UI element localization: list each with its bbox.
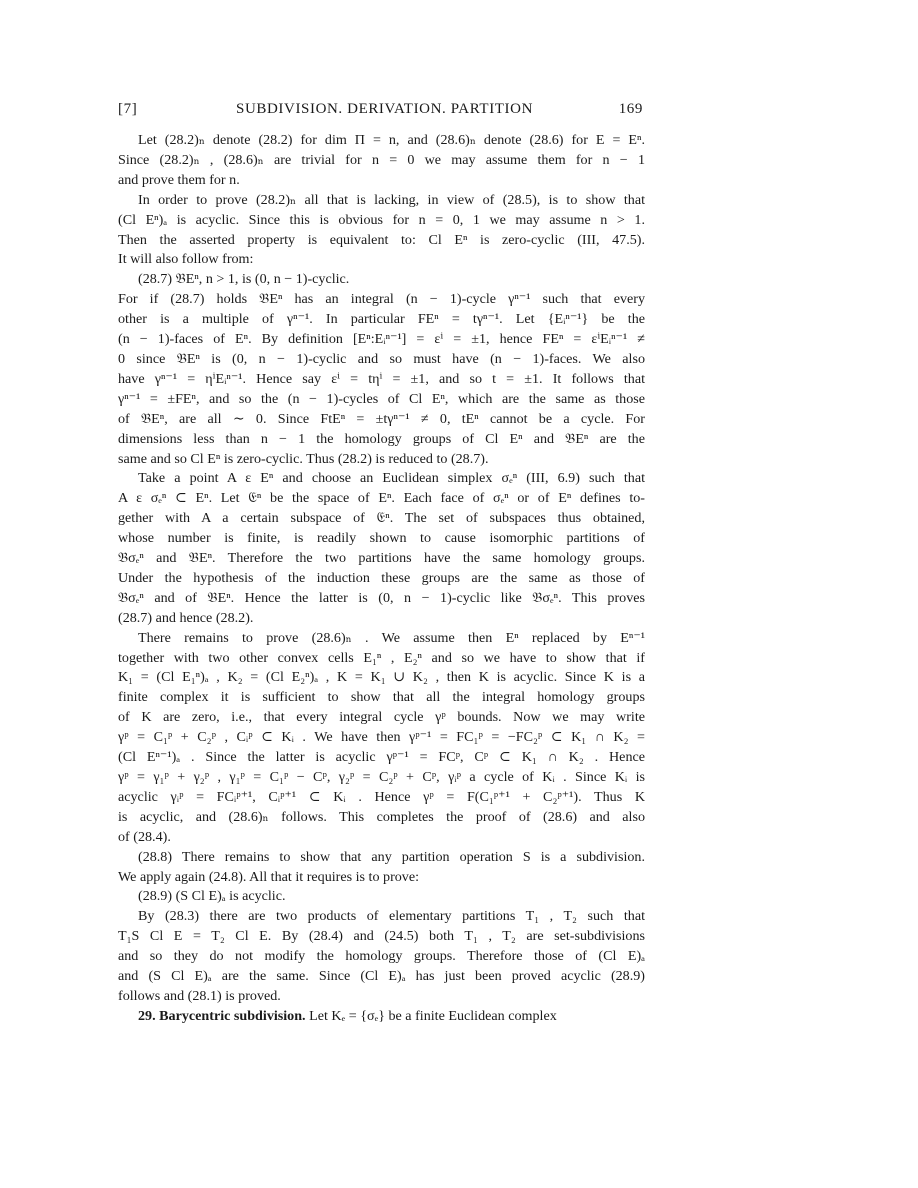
text-line: of K are zero, i.e., that every integral cycle γᵖ bounds. Now we may write xyxy=(118,709,645,726)
text-line: gether with A a certain subspace of 𝔈ⁿ. The set of subspaces thus obtained, xyxy=(118,510,645,527)
text-line: (28.9) (S Cl E)ₐ is acyclic. xyxy=(138,888,286,905)
text-line: γᵖ = γ₁ᵖ + γ₂ᵖ , γ₁ᵖ = C₁ᵖ − Cᵖ, γ₂ᵖ = C₂ᵖ + Cᵖ, γᵢᵖ a cycle of Kᵢ . Since Kᵢ is xyxy=(118,769,645,785)
text-line: 0 since 𝔅Eⁿ is (0, n − 1)-cyclic and so must have (n − 1)-faces. We also xyxy=(118,350,645,367)
text-line: Then the asserted property is equivalent to: Cl Eⁿ is zero-cyclic (III, 47.5). xyxy=(118,231,645,248)
text-line: and prove them for n. xyxy=(118,171,240,188)
text-line: T₁S Cl E = T₂ Cl E. By (28.4) and (24.5) both T₁ , T₂ are set-subdivisions xyxy=(118,928,645,945)
text-line: other is a multiple of γⁿ⁻¹. In particular FEⁿ = tγⁿ⁻¹. Let {Eᵢⁿ⁻¹} be the xyxy=(118,311,645,328)
text-line: Since (28.2)ₙ , (28.6)ₙ are trivial for n = 0 we may assume them for n − 1 xyxy=(118,151,645,168)
running-title: SUBDIVISION. DERIVATION. PARTITION xyxy=(236,101,534,117)
text-line: (28.7) 𝔅Eⁿ, n > 1, is (0, n − 1)-cyclic. xyxy=(138,271,350,288)
text-line: 𝔅σₑⁿ and of 𝔅Eⁿ. Hence the latter is (0, n − 1)-cyclic like 𝔅σₑⁿ. This proves xyxy=(118,589,645,606)
text-line: In order to prove (28.2)ₙ all that is lacking, in view of (28.5), is to show that xyxy=(138,191,645,208)
text-line: of (28.4). xyxy=(118,828,171,845)
text-line: and (S Cl E)ₐ are the same. Since (Cl E)ₐ has just been proved acyclic (28.9) xyxy=(118,968,645,985)
text-line: whose number is finite, is readily shown to cause isomorphic partitions of xyxy=(118,530,645,547)
text-line: together with two other convex cells E₁ⁿ , E₂ⁿ and so we have to show that if xyxy=(118,649,645,666)
page-number: 169 xyxy=(618,101,643,117)
text-line: By (28.3) there are two products of elementary partitions T₁ , T₂ such that xyxy=(138,908,645,925)
text-line: (n − 1)-faces of Eⁿ. By definition [Eⁿ:Eᵢⁿ⁻¹] = εⁱ = ±1, hence FEⁿ = εⁱEᵢⁿ⁻¹ ≠ xyxy=(118,331,645,348)
section-number: 29. xyxy=(138,1007,156,1024)
text-line: Let (28.2)ₙ denote (28.2) for dim Π = n, and (28.6)ₙ denote (28.6) for E = Eⁿ. xyxy=(138,132,645,148)
text-line: 𝔅σₑⁿ and 𝔅Eⁿ. Therefore the two partitions have the same homology groups. xyxy=(118,550,645,567)
text-line: follows and (28.1) is proved. xyxy=(118,987,281,1004)
text-line: There remains to prove (28.6)ₙ . We assume then Eⁿ replaced by Eⁿ⁻¹ xyxy=(138,629,645,646)
chapter-number: [7] xyxy=(118,101,138,117)
text-line: finite complex it is sufficient to show that all the integral homology groups xyxy=(118,689,645,706)
section-heading: Barycentric subdivision. xyxy=(159,1007,306,1024)
text-line: have γⁿ⁻¹ = ηⁱEᵢⁿ⁻¹. Hence say εⁱ = tηⁱ = ±1, and so t = ±1. It follows that xyxy=(118,370,645,387)
text-line: Take a point A ε Eⁿ and choose an Euclidean simplex σₑⁿ (III, 6.9) such that xyxy=(138,470,645,487)
text-line: γⁿ⁻¹ = ±FEⁿ, and so the (n − 1)-cycles of Cl Eⁿ, which are the same as those xyxy=(118,390,645,407)
text-line: acyclic γᵢᵖ = FCᵢᵖ⁺¹, Cᵢᵖ⁺¹ ⊂ Kᵢ . Hence γᵖ = F(C₁ᵖ⁺¹ + C₂ᵖ⁺¹). Thus K xyxy=(118,788,645,805)
text-line: (28.8) There remains to show that any partition operation S is a subdivision. xyxy=(138,848,645,865)
section-text: Let Kₑ = {σₑ} be a finite Euclidean complex xyxy=(309,1007,557,1024)
text-line: same and so Cl Eⁿ is zero-cyclic. Thus (28.2) is reduced to (28.7). xyxy=(118,450,489,467)
body-text xyxy=(118,131,645,1027)
section-heading-line xyxy=(118,1007,645,1027)
text-line: and so they do not modify the homology groups. Therefore those of (Cl E)ₐ xyxy=(118,948,645,965)
text-line: (Cl Eⁿ)ₐ is acyclic. Since this is obvious for n = 0, 1 we may assume n > 1. xyxy=(118,211,645,228)
text-line: of 𝔅Eⁿ, are all ∼ 0. Since FtEⁿ = ±tγⁿ⁻¹ ≠ 0, tEⁿ cannot be a cycle. For xyxy=(118,410,645,427)
text-line: (Cl Eⁿ⁻¹)ₐ . Since the latter is acyclic γᵖ⁻¹ = FCᵖ, Cᵖ ⊂ K₁ ∩ K₂ . Hence xyxy=(118,749,645,766)
text-line: dimensions less than n − 1 the homology groups of Cl Eⁿ and 𝔅Eⁿ are the xyxy=(118,430,645,447)
text-line: For if (28.7) holds 𝔅Eⁿ has an integral (n − 1)-cycle γⁿ⁻¹ such that every xyxy=(118,291,645,308)
text-line: (28.7) and hence (28.2). xyxy=(118,609,254,626)
text-line: A ε σₑⁿ ⊂ Eⁿ. Let 𝔈ⁿ be the space of Eⁿ. Each face of σₑⁿ or of Eⁿ defines to- xyxy=(118,490,645,507)
text-line: K₁ = (Cl E₁ⁿ)ₐ , K₂ = (Cl E₂ⁿ)ₐ , K = K₁ ∪ K₂ , then K is acyclic. Since K is a xyxy=(118,669,645,686)
text-line: γᵖ = C₁ᵖ + C₂ᵖ , Cᵢᵖ ⊂ Kᵢ . We have then γᵖ⁻¹ = FC₁ᵖ = −FC₂ᵖ ⊂ K₁ ∩ K₂ = xyxy=(118,729,645,746)
text-line: is acyclic, and (28.6)ₙ follows. This completes the proof of (28.6) and also xyxy=(118,808,645,825)
running-header xyxy=(118,101,643,123)
text-line: Under the hypothesis of the induction these groups are the same as those of xyxy=(118,569,645,586)
text-line: It will also follow from: xyxy=(118,251,254,268)
text-line: We apply again (24.8). All that it requires is to prove: xyxy=(118,868,420,885)
